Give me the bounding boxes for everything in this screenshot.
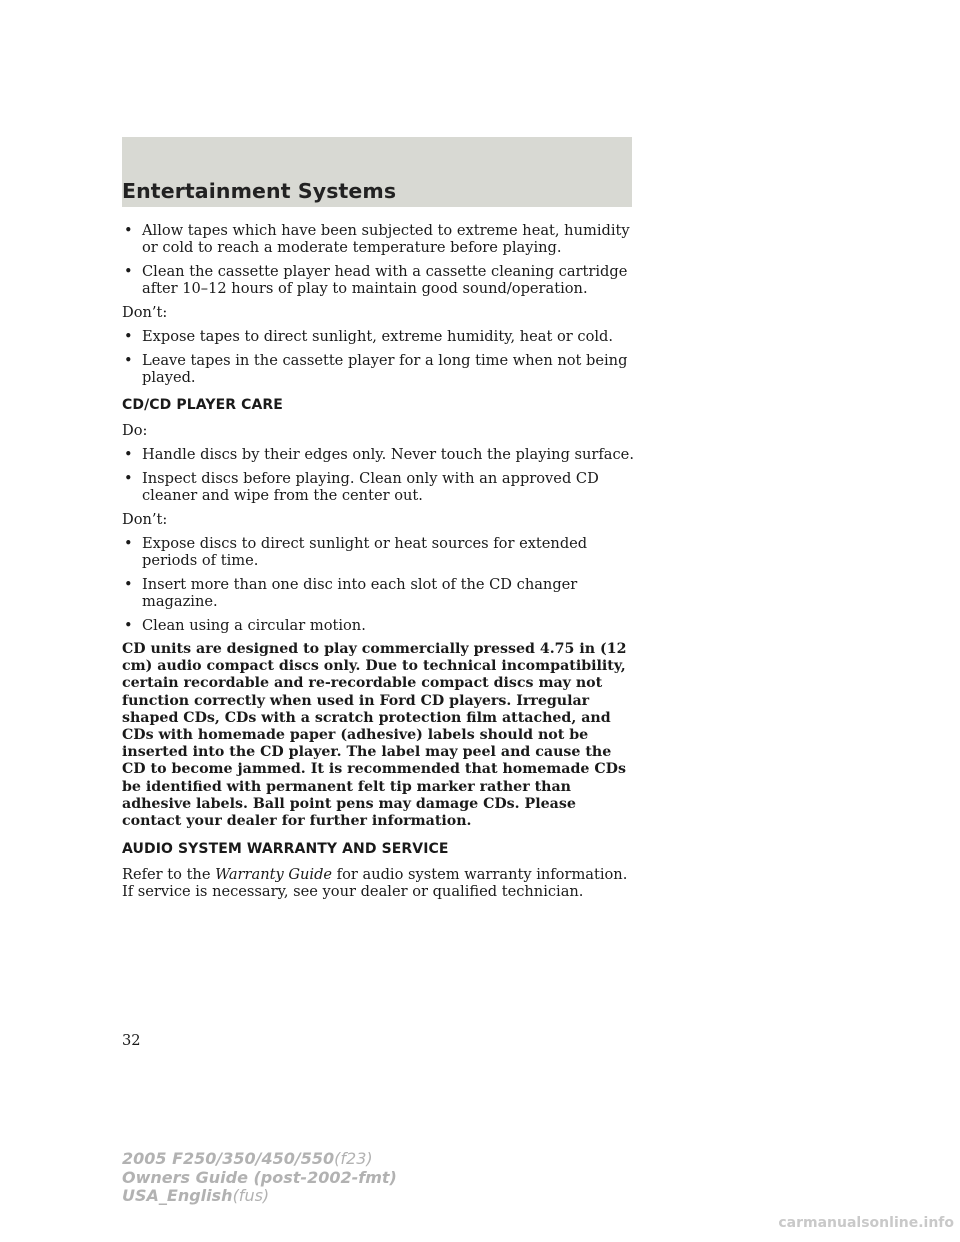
list-item: • Insert more than one disc into each slot of the CD changer magazine. [124,576,578,610]
bullet-icon: • [124,446,133,463]
list-item: • Inspect discs before playing. Clean only with an approved CD cleaner and wipe from the center out. [124,470,599,504]
bullet-icon: • [124,328,133,345]
section-title: Entertainment Systems [122,179,397,203]
list-item: • Handle discs by their edges only. Never touch the playing surface. [124,446,634,463]
do-label: Do: [122,422,148,439]
list-item: • Expose discs to direct sunlight or heat sources for extended periods of time. [124,535,588,569]
list-item: • Leave tapes in the cassette player for a long time when not being played. [124,352,628,386]
cd-warning-text: CD units are designed to play commercially pressed 4.75 in (12 cm) audio compact discs only. Due to technical incompatibility, certain recordable and re-recordable compact discs may not function correctly when used in Ford CD players. Irregular shaped CDs, CDs with a scratch protection film attached, and CDs with homemade paper (adhesive) labels should not be inserted into the CD player. The label may peel and cause the CD to become jammed. It is recommended that homemade CDs be identified with permanent felt tip marker rather than adhesive labels. Ball point pens may damage CDs. Please contact your dealer for further information. [122,641,627,830]
bullet-icon: • [124,352,133,369]
list-item: • Expose tapes to direct sunlight, extreme humidity, heat or cold. [124,328,614,345]
list-item: • Allow tapes which have been subjected to extreme heat, humidity or cold to reach a moderate temperature before playing. [124,222,630,256]
bullet-icon: • [124,535,133,552]
dont-label: Don’t: [122,304,168,321]
bullet-icon: • [124,576,133,593]
warranty-guide-title: Warranty Guide [215,866,333,884]
bullet-icon: • [124,470,133,487]
document-footer: 2005 F250/350/450/550(f23) Owners Guide (post-2002-fmt) USA_English(fus) [122,1149,397,1205]
warranty-paragraph: Refer to the Warranty Guide for audio system warranty information. If service is necessary, see your dealer or qualified technician. [122,866,628,901]
list-item: • Clean the cassette player head with a cassette cleaning cartridge after 10–12 hours of play to maintain good sound/operation. [124,263,628,297]
section-heading: CD/CD PLAYER CARE [122,397,283,413]
page-number: 32 [122,1032,141,1049]
site-watermark: carmanualsonline.info [778,1215,954,1231]
bullet-icon: • [124,617,133,634]
page-content [122,222,638,907]
list-item: • Clean using a circular motion. [124,617,366,634]
bullet-icon: • [124,222,133,239]
dont-label: Don’t: [122,511,168,528]
section-heading: AUDIO SYSTEM WARRANTY AND SERVICE [122,841,449,858]
bullet-icon: • [124,263,133,280]
